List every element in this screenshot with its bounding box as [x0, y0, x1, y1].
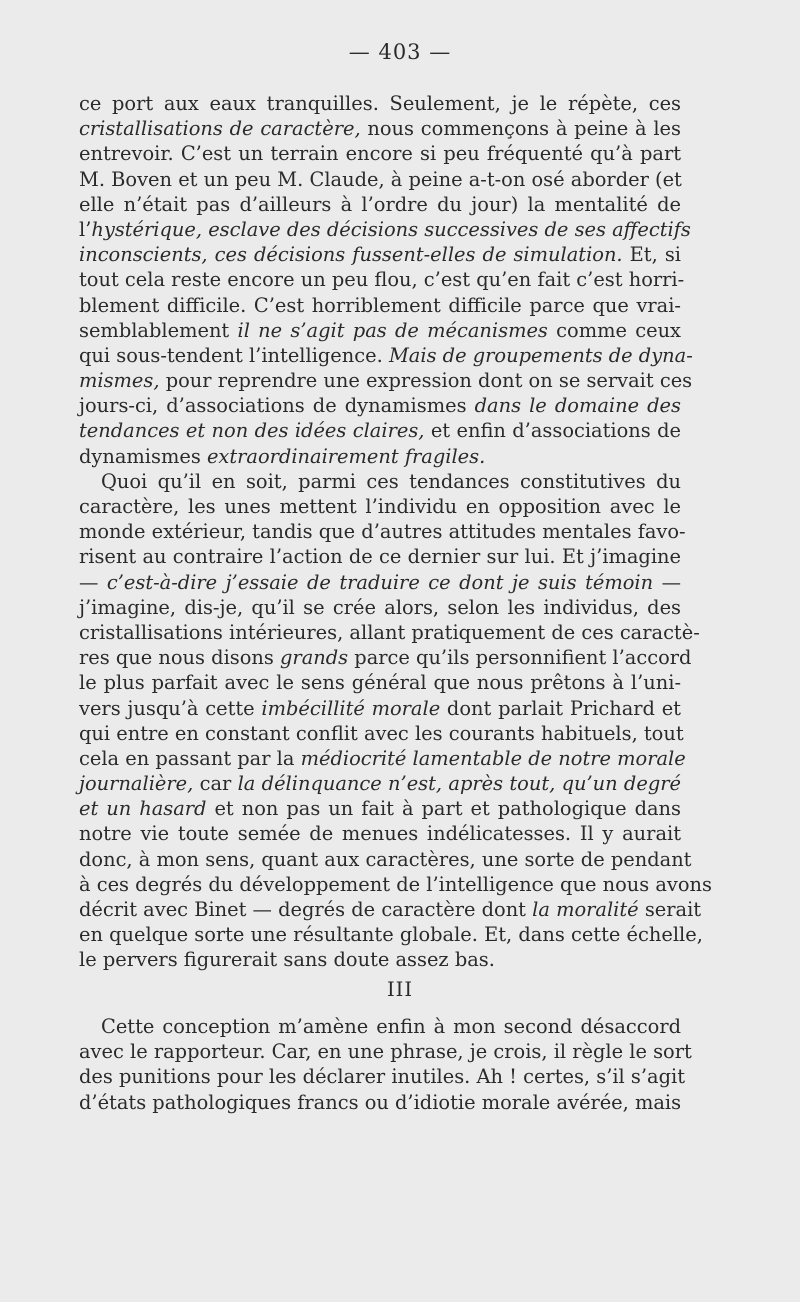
- text-run: risent au contraire l’action de ce dernier sur lui. Et j’imagine: [79, 545, 681, 569]
- text-line: [79, 469, 681, 494]
- text-run: cela en passant par la: [79, 746, 301, 770]
- text-run: blement difficile. C’est horriblement difficile parce que vrai-: [79, 293, 681, 317]
- text-line: [79, 192, 681, 217]
- text-run: Et, si: [622, 243, 681, 267]
- body-text-block-1: [79, 91, 712, 973]
- italic-text: hystérique, esclave des décisions successives de ses affectifs: [91, 217, 691, 241]
- text-run: jours-ci, d’associations de dynamismes: [79, 394, 475, 418]
- text-line: [79, 897, 702, 922]
- text-run: Quoi qu’il en soit, parmi ces tendances constitutives du: [101, 469, 681, 493]
- italic-text: imbécillité morale: [261, 696, 441, 720]
- text-line: [79, 872, 712, 897]
- body-text-block-2: [79, 1014, 692, 1115]
- text-line: [79, 821, 681, 846]
- text-run: et enfin d’associations de: [424, 419, 681, 443]
- text-run: j’imagine, dis-je, qu’il se crée alors, selon les individus, des: [79, 595, 681, 619]
- text-line: [79, 343, 693, 368]
- italic-text: journalière,: [79, 772, 194, 796]
- text-line: [79, 1064, 686, 1089]
- text-line: [79, 217, 691, 242]
- text-line: [79, 746, 686, 771]
- text-line: [79, 570, 681, 595]
- page-number: — 403 —: [348, 40, 452, 64]
- text-run: des punitions pour les déclarer inutiles. Ah ! certes, s’il s’agit: [79, 1065, 686, 1089]
- text-line: [79, 91, 681, 116]
- text-run: qui entre en constant conflit avec les courants habituels, tout: [79, 721, 684, 745]
- text-line: [79, 721, 684, 746]
- text-run: décrit avec Binet — degrés de caractère dont: [79, 898, 533, 921]
- text-run: dynamismes: [79, 444, 207, 468]
- text-run: —: [653, 570, 681, 594]
- text-run: res que nous disons: [79, 646, 281, 670]
- italic-text: tendances et non des idées claires,: [79, 419, 425, 443]
- text-run: l’: [79, 217, 92, 241]
- text-line: [79, 167, 681, 192]
- text-line: [79, 544, 681, 569]
- text-run: qui sous-tendent l’intelligence.: [79, 343, 389, 367]
- text-run: —: [79, 570, 107, 594]
- text-line: [79, 847, 692, 872]
- text-run: ce port aux eaux tranquilles. Seulement, je le répète, ces: [79, 92, 681, 115]
- italic-text: inconscients, ces décisions fussent-elles de simulation.: [79, 243, 623, 267]
- text-run: M. Boven et un peu M. Claude, à peine a-t-on osé aborder (et: [79, 167, 682, 191]
- text-run: Cette conception m’amène enfin à mon second désaccord: [101, 1015, 681, 1038]
- italic-text: et un hasard: [79, 797, 207, 821]
- text-line: [79, 444, 681, 469]
- text-line: [79, 696, 681, 721]
- text-line: [79, 1039, 692, 1064]
- text-run: monde extérieur, tandis que d’autres attitudes mentales favo-: [79, 520, 686, 544]
- text-run: cristallisations intérieures, allant pratiquement de ces caractè-: [79, 620, 700, 644]
- italic-text: la moralité: [532, 898, 639, 921]
- text-run: donc, à mon sens, quant aux caractères, une sorte de pendant: [79, 847, 692, 871]
- text-line: [79, 771, 681, 796]
- text-line: [79, 670, 681, 695]
- italic-text: mismes,: [79, 369, 160, 393]
- text-run: nous commençons à peine à les: [360, 117, 681, 141]
- section-heading: III: [386, 978, 414, 1001]
- text-run: semblablement: [79, 318, 238, 342]
- text-run: à ces degrés du développement de l’intelligence que nous avons: [79, 872, 712, 896]
- text-line: [79, 141, 681, 166]
- text-line: [79, 645, 692, 670]
- text-run: en quelque sorte une résultante globale. Et, dans cette échelle,: [79, 923, 703, 947]
- text-line: [79, 116, 681, 141]
- text-run: entrevoir. C’est un terrain encore si peu fréquenté qu’à part: [79, 142, 681, 166]
- text-run: et non pas un fait à part et pathologique dans: [206, 797, 681, 821]
- text-run: d’états pathologiques francs ou d’idiotie morale avérée, mais: [79, 1090, 682, 1114]
- text-run: vers jusqu’à cette: [79, 696, 262, 720]
- text-line: [79, 620, 700, 645]
- italic-text: cristallisations de caractère,: [79, 117, 361, 141]
- text-run: parce qu’ils personnifient l’accord: [348, 646, 692, 670]
- text-run: dont parlait Prichard et: [440, 696, 681, 720]
- text-run: elle n’était pas d’ailleurs à l’ordre du jour) la mentalité de: [79, 192, 681, 216]
- text-run: avec le rapporteur. Car, en une phrase, je crois, il règle le sort: [79, 1040, 692, 1064]
- text-line: [79, 519, 686, 544]
- text-run: caractère, les unes mettent l’individu en opposition avec le: [79, 495, 681, 518]
- text-line: [79, 267, 685, 292]
- text-line: [79, 922, 703, 947]
- text-line: [79, 393, 681, 418]
- text-line: [79, 947, 681, 972]
- text-run: tout cela reste encore un peu flou, c’est qu’en fait c’est horri-: [79, 268, 685, 292]
- text-run: notre vie toute semée de menues indélicatesses. Il y aurait: [79, 822, 681, 846]
- text-run: le pervers figurerait sans doute assez bas.: [79, 948, 495, 972]
- text-line: [79, 293, 681, 318]
- text-run: comme ceux: [547, 318, 681, 342]
- italic-text: médiocrité lamentable de notre morale: [300, 746, 686, 770]
- text-run: le plus parfait avec le sens général que nous prêtons à l’uni-: [79, 671, 681, 695]
- text-line: [79, 418, 681, 443]
- text-line: [79, 595, 681, 620]
- text-line: [79, 494, 681, 519]
- text-line: [79, 318, 681, 343]
- text-line: [79, 242, 681, 267]
- italic-text: la délinquance n’est, après tout, qu’un degré: [237, 772, 681, 796]
- text-run: pour reprendre une expression dont on se servait ces: [159, 369, 693, 393]
- italic-text: Mais de groupements de dyna-: [388, 343, 693, 367]
- italic-text: extraordinairement fragiles.: [206, 444, 486, 468]
- text-run: serait: [638, 898, 702, 921]
- text-line: [79, 1014, 681, 1039]
- text-run: car: [193, 772, 238, 796]
- text-line: [79, 796, 681, 821]
- text-line: [79, 1090, 681, 1115]
- italic-text: dans le domaine des: [474, 394, 681, 418]
- italic-text: c’est-à-dire j’essaie de traduire ce dont je suis témoin: [106, 570, 654, 594]
- italic-text: grands: [280, 646, 349, 670]
- text-line: [79, 368, 693, 393]
- italic-text: il ne s’agit pas de mécanismes: [237, 318, 548, 342]
